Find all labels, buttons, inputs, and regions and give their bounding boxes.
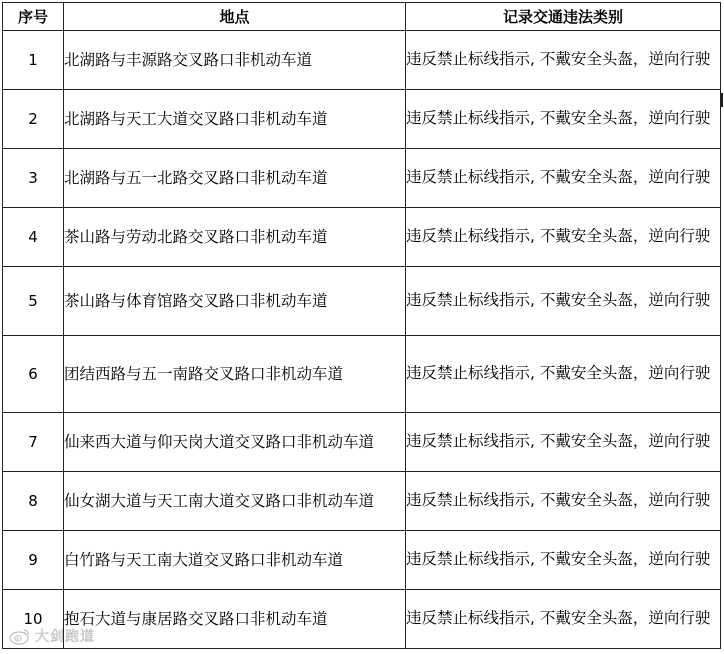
table-row — [3, 267, 721, 336]
row-location: 北湖路与丰源路交叉路口非机动车道 — [64, 31, 406, 90]
table-row — [3, 590, 721, 649]
row-location: 茶山路与体育馆路交叉路口非机动车道 — [64, 267, 406, 336]
table-row — [3, 531, 721, 590]
row-violation: 违反禁止标线指示, 不戴安全头盔，逆向行驶 — [406, 413, 721, 472]
row-no: 1 — [3, 31, 64, 90]
row-violation: 违反禁止标线指示, 不戴安全头盔，逆向行驶 — [406, 531, 721, 590]
row-no: 8 — [3, 472, 64, 531]
row-violation: 违反禁止标线指示, 不戴安全头盔，逆向行驶 — [406, 590, 721, 649]
row-violation: 违反禁止标线指示, 不戴安全头盔，逆向行驶 — [406, 472, 721, 531]
watermark-text: 大剑跑道 — [35, 629, 95, 645]
table-row — [3, 208, 721, 267]
row-no: 10 — [3, 590, 64, 649]
row-violation: 违反禁止标线指示, 不戴安全头盔，逆向行驶 — [406, 90, 721, 149]
table-row — [3, 31, 721, 90]
row-location: 北湖路与天工大道交叉路口非机动车道 — [64, 90, 406, 149]
header-location: 地点 — [64, 3, 406, 31]
row-location: 仙来西大道与仰天岗大道交叉路口非机动车道 — [64, 413, 406, 472]
row-violation: 违反禁止标线指示, 不戴安全头盔，逆向行驶 — [406, 149, 721, 208]
header-violation: 记录交通违法类别 — [406, 3, 721, 31]
row-location: 仙女湖大道与天工南大道交叉路口非机动车道 — [64, 472, 406, 531]
row-violation: 违反禁止标线指示, 不戴安全头盔，逆向行驶 — [406, 336, 721, 413]
table-row — [3, 413, 721, 472]
row-violation: 违反禁止标线指示, 不戴安全头盔，逆向行驶 — [406, 208, 721, 267]
watermark — [9, 626, 95, 646]
table-row — [3, 149, 721, 208]
table-row — [3, 472, 721, 531]
table-row — [3, 336, 721, 413]
edge-mark — [721, 93, 723, 107]
row-no: 3 — [3, 149, 64, 208]
row-location: 茶山路与劳动北路交叉路口非机动车道 — [64, 208, 406, 267]
row-no: 5 — [3, 267, 64, 336]
row-location: 北湖路与五一北路交叉路口非机动车道 — [64, 149, 406, 208]
table-row — [3, 90, 721, 149]
header-no: 序号 — [3, 3, 64, 31]
row-violation: 违反禁止标线指示, 不戴安全头盔，逆向行驶 — [406, 31, 721, 90]
weibo-eye-icon — [9, 627, 31, 645]
row-no: 7 — [3, 413, 64, 472]
row-location: 团结西路与五一南路交叉路口非机动车道 — [64, 336, 406, 413]
row-no: 2 — [3, 90, 64, 149]
row-no: 6 — [3, 336, 64, 413]
row-no: 4 — [3, 208, 64, 267]
row-location: 白竹路与天工南大道交叉路口非机动车道 — [64, 531, 406, 590]
row-location: 抱石大道与康居路交叉路口非机动车道 — [64, 590, 406, 649]
table-header-row — [3, 3, 721, 31]
violation-locations-table — [2, 2, 721, 649]
row-violation: 违反禁止标线指示, 不戴安全头盔，逆向行驶 — [406, 267, 721, 336]
row-no: 9 — [3, 531, 64, 590]
